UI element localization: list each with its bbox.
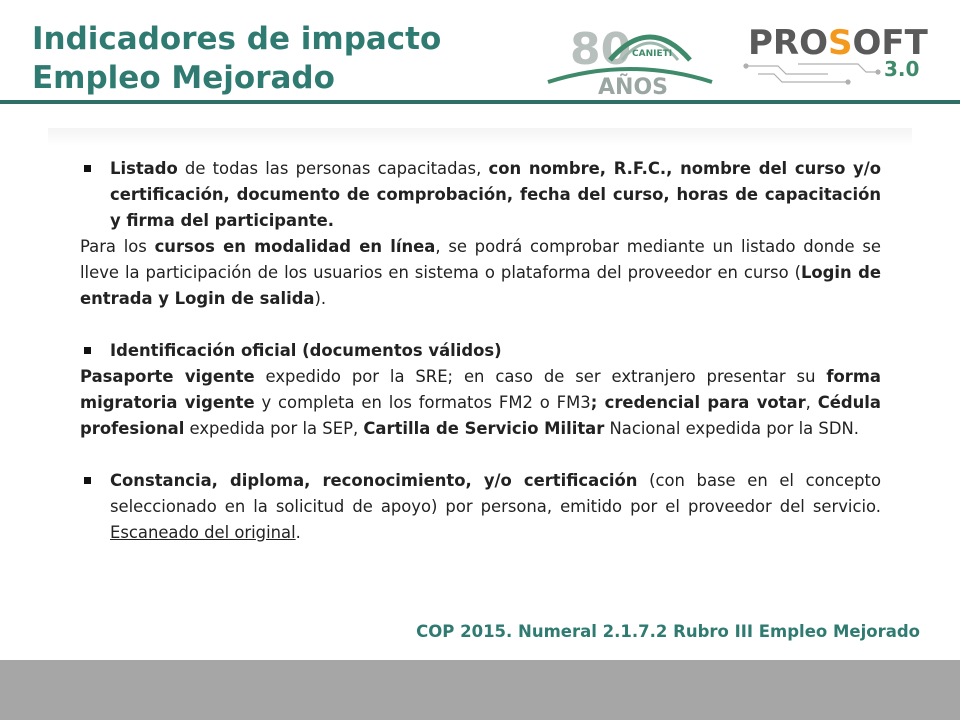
square-bullet-icon [84,165,91,172]
doc-bold-4: Cédula profesional [80,393,881,438]
doc-text-3: , [805,393,818,412]
escaneado-underlined: Escaneado del original [110,523,296,542]
title-line-2: Empleo Mejorado [32,60,335,96]
prosoft-s: S [828,23,853,63]
paragraph-online-courses [80,234,881,312]
doc-text-1: expedido por la SRE; en caso de ser extranjero presentar su [254,367,827,386]
online-bold-1: cursos en modalidad en línea [154,237,436,256]
doc-bold-1: Pasaporte vigente [80,367,255,386]
circuit-lines-icon [744,64,880,84]
constancia-bold: Constancia, diploma, reconocimiento, y/o certificación [110,471,638,490]
bullet-constancia [80,468,881,546]
listado-bold-details: con nombre, R.F.C., nombre del curso y/o certificación, documento de comprobación, fecha del curso, horas de capacitación y firma del participante. [110,159,881,230]
title-divider [0,100,960,104]
doc-bold-3: ; credencial para votar [590,393,806,412]
listado-bold: Listado [110,159,178,178]
prosoft-oft: OFT [852,23,928,63]
identificacion-heading: Identificación oficial (documentos válidos) [110,341,502,360]
doc-bold-2: forma migratoria vigente [80,367,881,412]
constancia-text: (con base en el concepto seleccionado en la solicitud de apoyo) por persona, emitido por el proveedor del servicio. [110,471,881,516]
bottom-band [0,660,960,720]
listado-text: de todas las personas capacitadas, [177,159,489,178]
prosoft-pro: PRO [748,23,829,63]
content-top-shadow [48,128,912,146]
online-text-2: , se podrá comprobar mediante un listado donde se lleve la participación de los usuarios en sistema o plataforma del proveedor en curso ( [80,237,881,282]
doc-text-4: expedida por la SEP, [184,419,364,438]
online-text-1: Para los [80,237,155,256]
content-body [80,156,881,546]
prosoft-version: 3.0 [884,57,920,81]
doc-bold-5: Cartilla de Servicio Militar [363,419,605,438]
prosoft-logo [738,14,938,94]
logo-caption: CANIETI [632,49,673,59]
logo-anos-word: AÑOS [598,75,668,96]
square-bullet-icon [84,347,91,354]
footer-reference: COP 2015. Numeral 2.1.7.2 Rubro III Empleo Mejorado [416,622,920,641]
bullet-identificacion [80,338,881,364]
paragraph-documentos [80,364,881,442]
canieti-80-anos-logo [540,16,720,96]
doc-text-2: y completa en los formatos FM2 o FM3 [254,393,591,412]
doc-text-5: Nacional expedida por la SDN. [604,419,859,438]
logo-80-number: 80 [570,24,632,75]
online-bold-2: Login de entrada y Login de salida [80,263,882,308]
title-line-1: Indicadores de impacto [32,21,442,57]
bullet-listado [80,156,881,234]
constancia-end: . [295,523,301,542]
online-text-3: ). [314,289,327,308]
page-title [32,20,441,98]
square-bullet-icon [84,477,91,484]
